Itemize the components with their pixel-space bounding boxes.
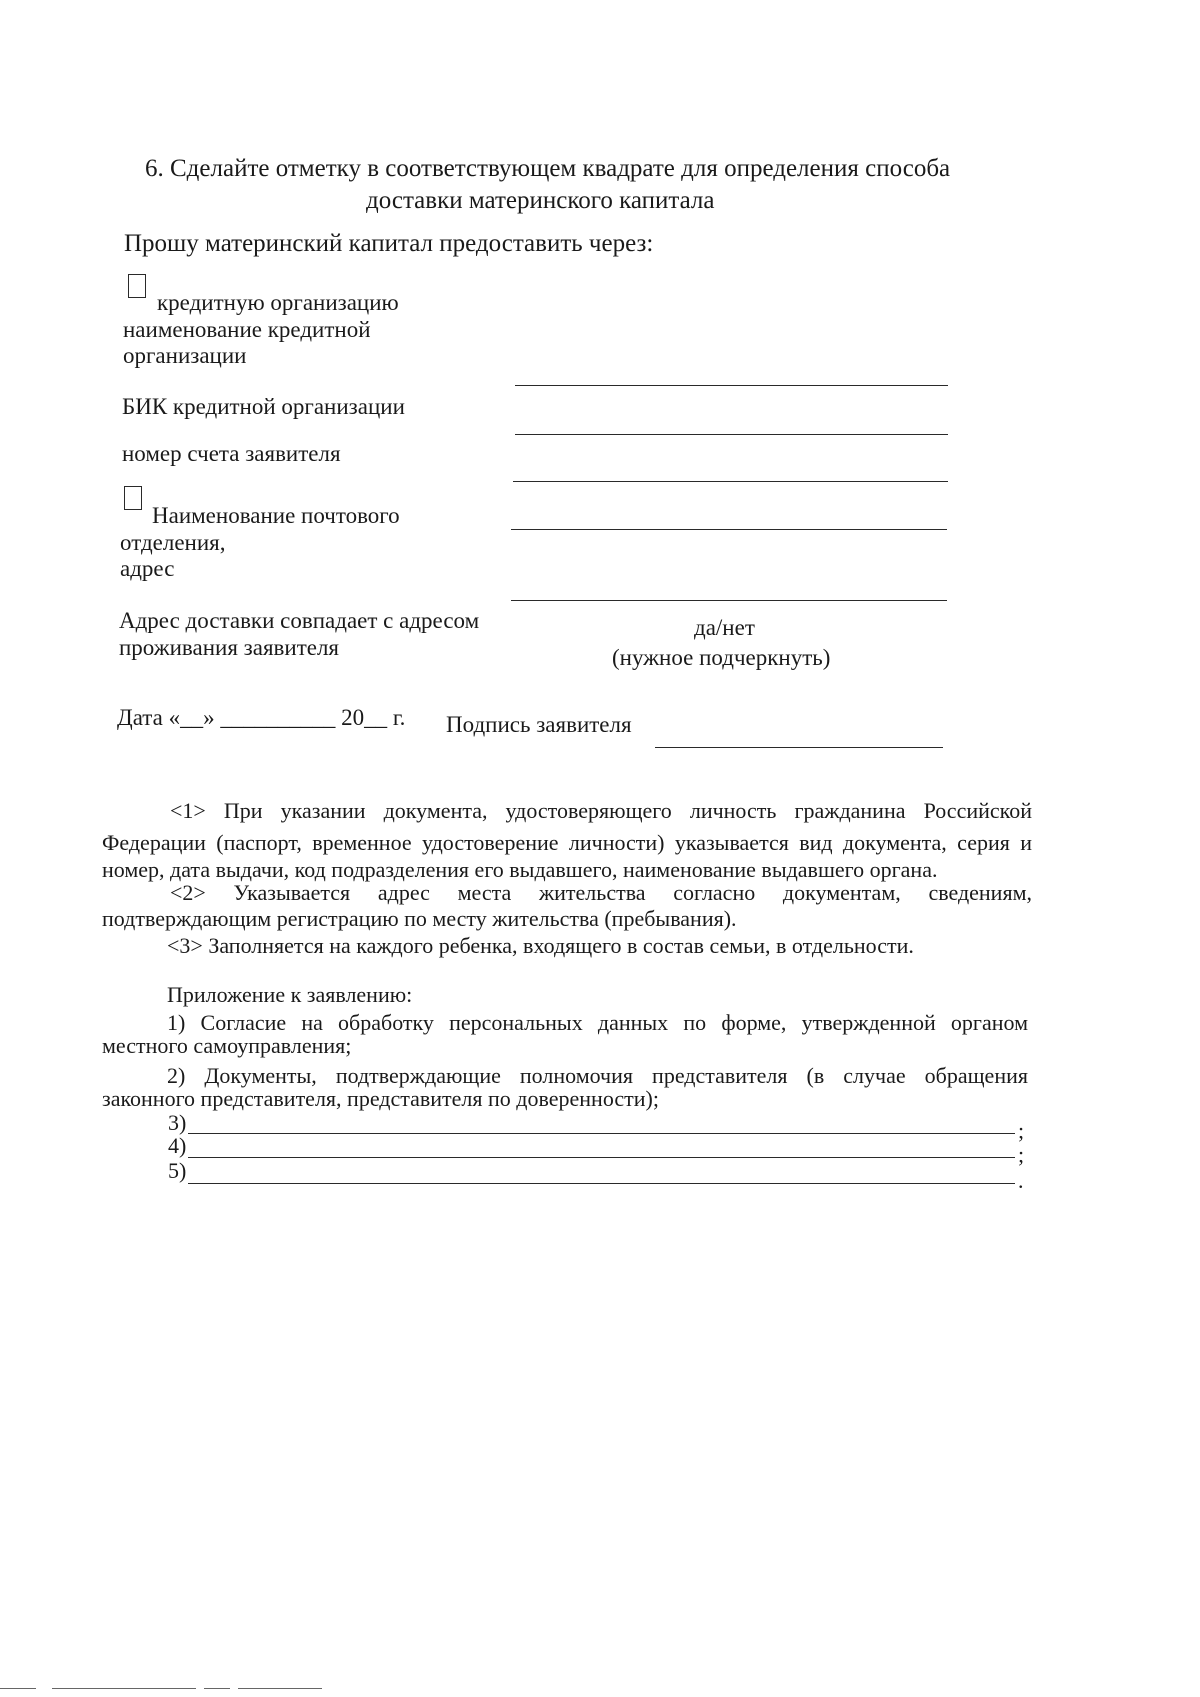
post-office-address-label: адрес — [120, 556, 175, 581]
post-office-name-field[interactable] — [511, 529, 947, 530]
address-match-label-line2: проживания заявителя — [119, 635, 340, 660]
scan-artifact — [238, 1688, 322, 1689]
section-title-line2: доставки материнского капитала — [366, 187, 715, 214]
attachment-item-4-number: 4) — [168, 1133, 187, 1158]
attachment-item-1-line2: местного самоуправления; — [102, 1033, 352, 1058]
scan-artifact — [0, 1688, 36, 1689]
scan-artifact — [52, 1688, 196, 1689]
post-office-label: Наименование почтового — [152, 503, 400, 528]
attachment-item-3-field[interactable] — [188, 1133, 1015, 1134]
yes-no-choice[interactable]: да/нет — [694, 615, 755, 640]
attachment-item-4-end: ; — [1018, 1142, 1025, 1167]
footnote-1: <1> При указании документа, удостоверяющего личность гражданина Российской — [170, 798, 1032, 823]
underline-hint: (нужное подчеркнуть) — [612, 645, 831, 670]
attachment-item-3-end: ; — [1018, 1118, 1025, 1143]
signature-field[interactable] — [655, 747, 943, 748]
post-office-checkbox[interactable] — [124, 486, 142, 510]
attachment-item-2: 2) Документы, подтверждающие полномочия представителя (в случае обращения — [167, 1063, 1028, 1088]
credit-org-name-label: наименование кредитной — [123, 317, 371, 342]
address-match-label: Адрес доставки совпадает с адресом — [119, 608, 480, 633]
attachment-item-2-line2: законного представителя, представителя по доверенности); — [102, 1086, 659, 1111]
post-office-address-field[interactable] — [511, 600, 947, 601]
date-field[interactable]: Дата «__» __________ 20__ г. — [117, 705, 406, 730]
account-label: номер счета заявителя — [122, 441, 341, 466]
attachment-item-3-number: 3) — [168, 1110, 187, 1135]
footnote-3: <3> Заполняется на каждого ребенка, входящего в состав семьи, в отдельности. — [167, 933, 914, 958]
credit-org-name-label-cont: организации — [123, 343, 247, 368]
attachment-item-4-field[interactable] — [188, 1157, 1015, 1158]
request-text: Прошу материнский капитал предоставить через: — [124, 230, 654, 257]
credit-org-name-field[interactable] — [515, 385, 948, 386]
scan-artifact — [204, 1688, 230, 1689]
footnote-2: <2> Указывается адрес места жительства согласно документам, сведениям, — [170, 880, 1032, 905]
account-field[interactable] — [513, 481, 948, 482]
bik-field[interactable] — [515, 434, 948, 435]
bik-label: БИК кредитной организации — [122, 394, 405, 419]
signature-label: Подпись заявителя — [446, 712, 632, 737]
attachment-item-5-number: 5) — [168, 1158, 187, 1183]
credit-org-checkbox[interactable] — [128, 274, 146, 298]
attachments-heading: Приложение к заявлению: — [167, 982, 413, 1007]
footnote-2-line2: подтверждающим регистрацию по месту жительства (пребывания). — [102, 906, 737, 931]
attachment-item-1: 1) Согласие на обработку персональных данных по форме, утвержденной органом — [167, 1010, 1028, 1035]
credit-org-label: кредитную организацию — [157, 290, 399, 315]
footnote-1-line3: номер, дата выдачи, код подразделения его выдавшего, наименование выдавшего органа. — [102, 857, 938, 882]
footnote-1-line2: Федерации (паспорт, временное удостоверение личности) указывается вид документа, серия и — [102, 830, 1032, 855]
section-title: 6. Сделайте отметку в соответствующем квадрате для определения способа — [145, 155, 951, 182]
attachment-item-5-field[interactable] — [188, 1183, 1015, 1184]
post-office-label-line2: отделения, — [120, 530, 226, 555]
attachment-item-5-end: . — [1018, 1168, 1024, 1193]
